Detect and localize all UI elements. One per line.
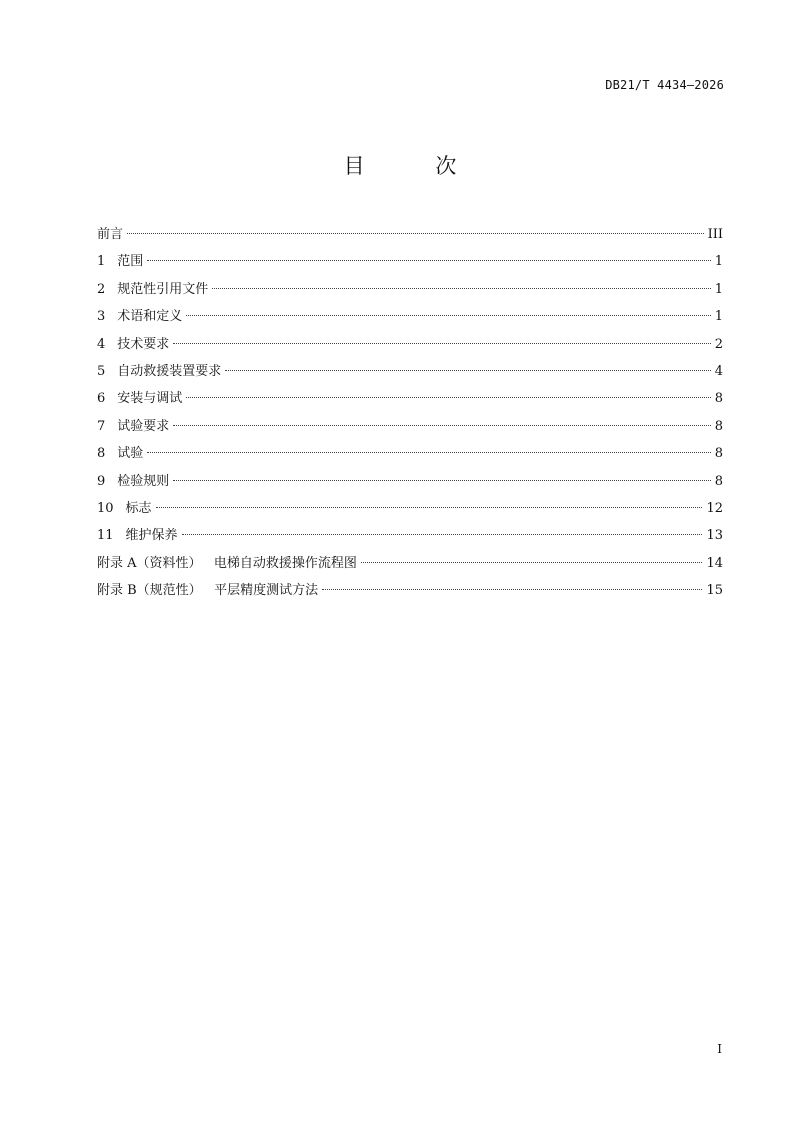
toc-entry-number: 6 — [97, 391, 106, 407]
toc-entry[interactable] — [97, 471, 723, 498]
toc-entry-number: 7 — [97, 418, 106, 434]
toc-entry[interactable] — [97, 279, 723, 306]
toc-entry-page: 2 — [714, 336, 723, 352]
toc-entry[interactable] — [97, 443, 723, 470]
toc-entry[interactable] — [97, 580, 723, 607]
toc-entry-number: 8 — [97, 446, 106, 462]
toc-entry-page: 1 — [714, 281, 723, 297]
toc-entry-label: 范围 — [117, 254, 144, 270]
toc-entry-number: 10 — [97, 500, 114, 516]
toc-entry-page: 14 — [706, 555, 723, 571]
toc-entry-label: 试验要求 — [117, 418, 170, 434]
toc-entry-label: 前言 — [97, 227, 124, 242]
toc-leader-dots — [361, 562, 703, 563]
toc-leader-dots — [212, 288, 710, 289]
page-title: 目 次 — [343, 154, 489, 178]
toc-entry-page: 1 — [714, 309, 723, 325]
toc-entry[interactable] — [97, 334, 723, 361]
toc-entry-label: 技术要求 — [117, 336, 170, 352]
toc-entry-label: 附录 B（规范性） 平层精度测试方法 — [97, 583, 319, 599]
toc-entry-number: 5 — [97, 363, 106, 379]
toc-entry-label: 标志 — [125, 500, 152, 516]
toc-entry-label: 规范性引用文件 — [117, 281, 209, 297]
toc-leader-dots — [173, 343, 710, 344]
toc-leader-dots — [127, 233, 704, 234]
toc-entry-page: 13 — [706, 528, 723, 544]
toc-entry-page: 1 — [714, 254, 723, 270]
toc-leader-dots — [186, 397, 710, 398]
toc-leader-dots — [156, 507, 703, 508]
toc-entry-number: 4 — [97, 336, 106, 352]
toc-entry-number: 11 — [97, 528, 114, 544]
toc-entry-page: 8 — [714, 473, 723, 489]
toc-entry[interactable] — [97, 525, 723, 552]
page-number: I — [717, 1042, 722, 1056]
toc-entry-page: III — [707, 227, 723, 242]
toc-leader-dots — [225, 370, 710, 371]
toc-entry-label: 术语和定义 — [117, 309, 183, 325]
toc-entry-page: 8 — [714, 446, 723, 462]
toc-leader-dots — [173, 480, 710, 481]
toc-entry-page: 12 — [706, 500, 723, 516]
toc-leader-dots — [182, 534, 703, 535]
toc-entry[interactable] — [97, 416, 723, 443]
document-code: DB21/T 4434—2026 — [605, 78, 724, 92]
toc-leader-dots — [147, 452, 710, 453]
toc-entry-number: 3 — [97, 309, 106, 325]
toc-entry[interactable] — [97, 251, 723, 278]
toc-leader-dots — [186, 315, 710, 316]
toc-entry-label: 维护保养 — [125, 528, 178, 544]
toc-entry-page: 4 — [714, 363, 723, 379]
toc-entry-label: 检验规则 — [117, 473, 170, 489]
toc-entry[interactable] — [97, 388, 723, 415]
toc-entry-label: 试验 — [117, 446, 144, 462]
toc-entry-label: 自动救援装置要求 — [117, 363, 222, 379]
table-of-contents — [97, 224, 723, 607]
toc-leader-dots — [173, 425, 710, 426]
toc-entry-page: 8 — [714, 391, 723, 407]
toc-entry-page: 8 — [714, 418, 723, 434]
toc-entry-number: 2 — [97, 281, 106, 297]
toc-entry[interactable] — [97, 498, 723, 525]
toc-leader-dots — [322, 589, 702, 590]
toc-entry[interactable] — [97, 224, 723, 251]
toc-entry[interactable] — [97, 306, 723, 333]
toc-entry-page: 15 — [706, 583, 723, 599]
toc-entry-label: 安装与调试 — [117, 391, 183, 407]
toc-entry[interactable] — [97, 553, 723, 580]
toc-entry-number: 9 — [97, 473, 106, 489]
toc-leader-dots — [147, 260, 710, 261]
toc-entry-label: 附录 A（资料性） 电梯自动救援操作流程图 — [97, 555, 357, 571]
toc-entry-number: 1 — [97, 254, 106, 270]
toc-entry[interactable] — [97, 361, 723, 388]
